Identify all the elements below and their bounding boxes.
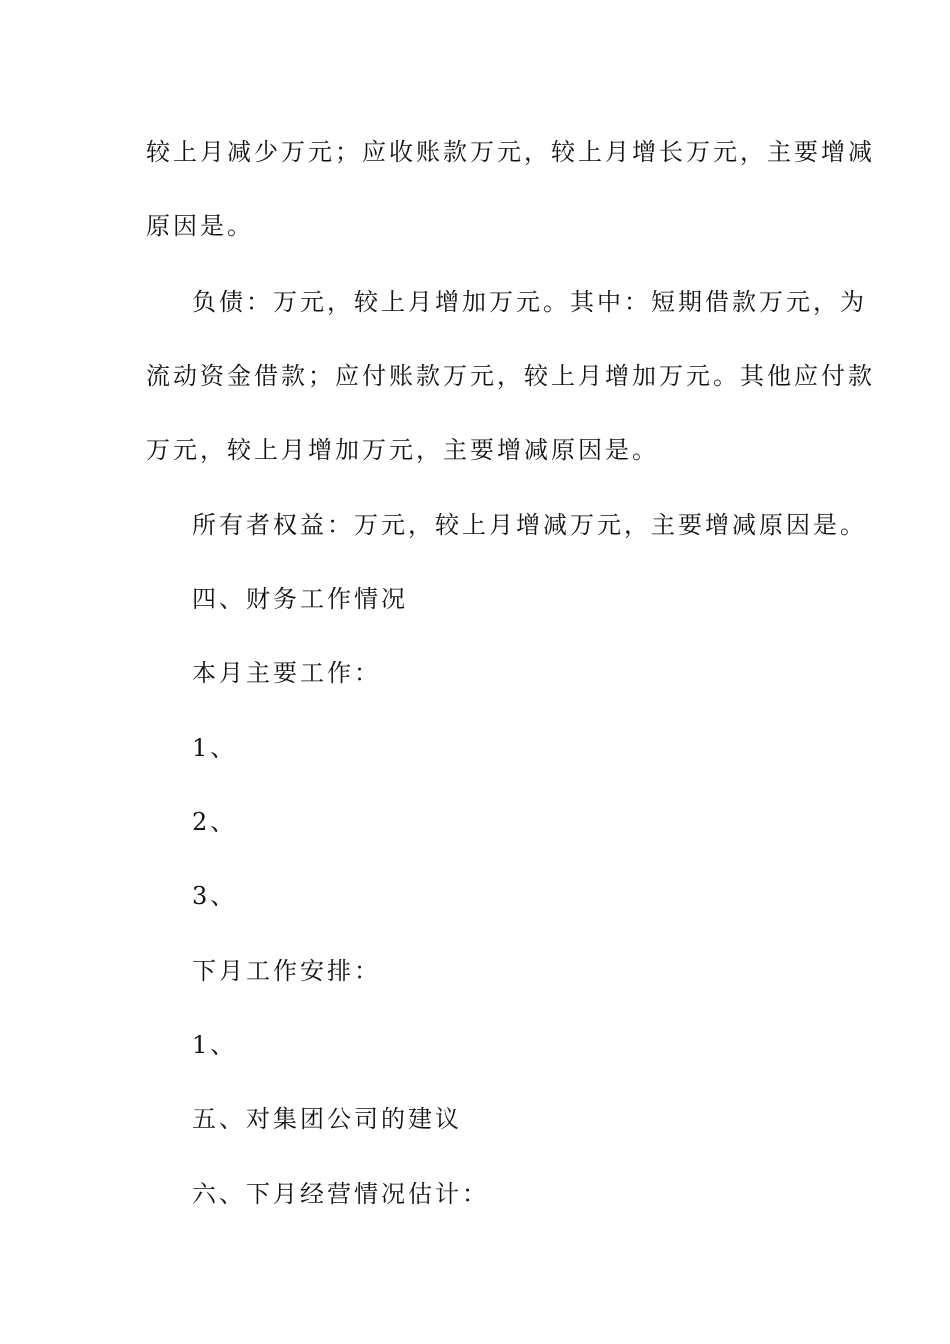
subheading: 本月主要工作： [192, 659, 381, 687]
section-heading: 六、下月经营情况估计： [192, 1180, 489, 1208]
subheading: 下月工作安排： [192, 957, 381, 985]
paragraph-line: 负债：万元，较上月增加万元。其中：短期借款万元，为 [192, 288, 867, 316]
paragraph-line: 流动资金借款；应付账款万元，较上月增加万元。其他应付款 [146, 362, 875, 390]
section-heading: 四、财务工作情况 [192, 585, 408, 613]
list-item: 2、 [192, 808, 238, 836]
paragraph-line: 万元，较上月增加万元，主要增减原因是。 [146, 436, 659, 464]
list-item: 1、 [192, 734, 238, 762]
list-item: 1、 [192, 1031, 238, 1059]
paragraph-line: 较上月减少万元；应收账款万元，较上月增长万元，主要增减 [146, 138, 875, 166]
paragraph-line: 所有者权益：万元，较上月增减万元，主要增减原因是。 [192, 511, 867, 539]
list-item: 3、 [192, 882, 238, 910]
paragraph-line: 原因是。 [146, 212, 254, 240]
section-heading: 五、对集团公司的建议 [192, 1105, 462, 1133]
